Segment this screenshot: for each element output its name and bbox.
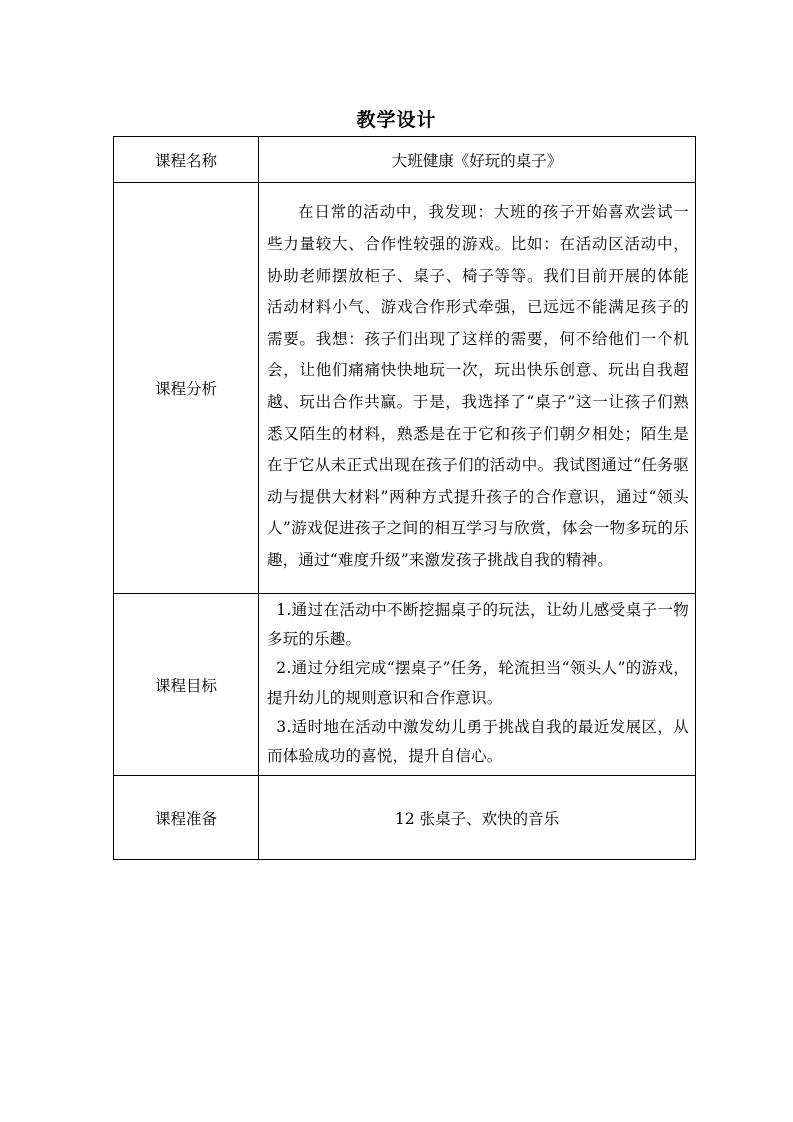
table-row-course-name bbox=[114, 137, 696, 183]
course-goals-list bbox=[259, 594, 695, 775]
course-prep-label: 课程准备 bbox=[114, 776, 259, 860]
course-prep-value: 12 张桌子、欢快的音乐 bbox=[259, 776, 696, 860]
table-row-course-prep bbox=[114, 776, 696, 860]
course-goal-item: 3.适时地在活动中激发幼儿勇于挑战自我的最近发展区，从而体验成功的喜悦，提升自信心。 bbox=[267, 717, 689, 766]
course-name-value: 大班健康《好玩的桌子》 bbox=[259, 137, 696, 183]
course-goals-label: 课程目标 bbox=[114, 594, 259, 776]
course-goal-item: 2.通过分组完成“摆桌子”任务，轮流担当“领头人”的游戏，提升幼儿的规则意识和合作意识。 bbox=[267, 659, 689, 707]
document-title: 教学设计 bbox=[356, 109, 437, 131]
table-row-course-goals bbox=[114, 594, 696, 776]
course-goals-cell bbox=[259, 594, 696, 776]
lesson-plan-table bbox=[113, 136, 696, 860]
course-goal-item: 1.通过在活动中不断挖掘桌子的玩法，让幼儿感受桌子一物多玩的乐趣。 bbox=[267, 601, 689, 649]
course-analysis-text: 在日常的活动中，我发现：大班的孩子开始喜欢尝试一些力量较大、合作性较强的游戏。比如：在活动区活动中，协助老师摆放柜子、桌子、椅子等等。我们目前开展的体能活动材料小气、游戏合作形式牵强，已远远不能满足孩子的需要。我想：孩子们出现了这样的需要，何不给他们一个机会，让他们痛痛快快地玩一次，玩出快乐创意、玩出自我超越、玩出合作共赢。于是，我选择了“桌子”这一让孩子们熟悉又陌生的材料，熟悉是在于它和孩子们朝夕相处；陌生是在于它从未正式出现在孩子们的活动中。我试图通过“任务驱动与提供大材料”两种方式提升孩子的合作意识，通过“领头人”游戏促进孩子之间的相互学习与欣赏，体会一物多玩的乐趣，通过“难度升级”来激发孩子挑战自我的精神。 bbox=[267, 203, 689, 569]
course-analysis-label: 课程分析 bbox=[114, 183, 259, 594]
course-name-label: 课程名称 bbox=[114, 137, 259, 183]
table-row-course-analysis bbox=[114, 183, 696, 594]
course-analysis-cell bbox=[259, 183, 696, 594]
